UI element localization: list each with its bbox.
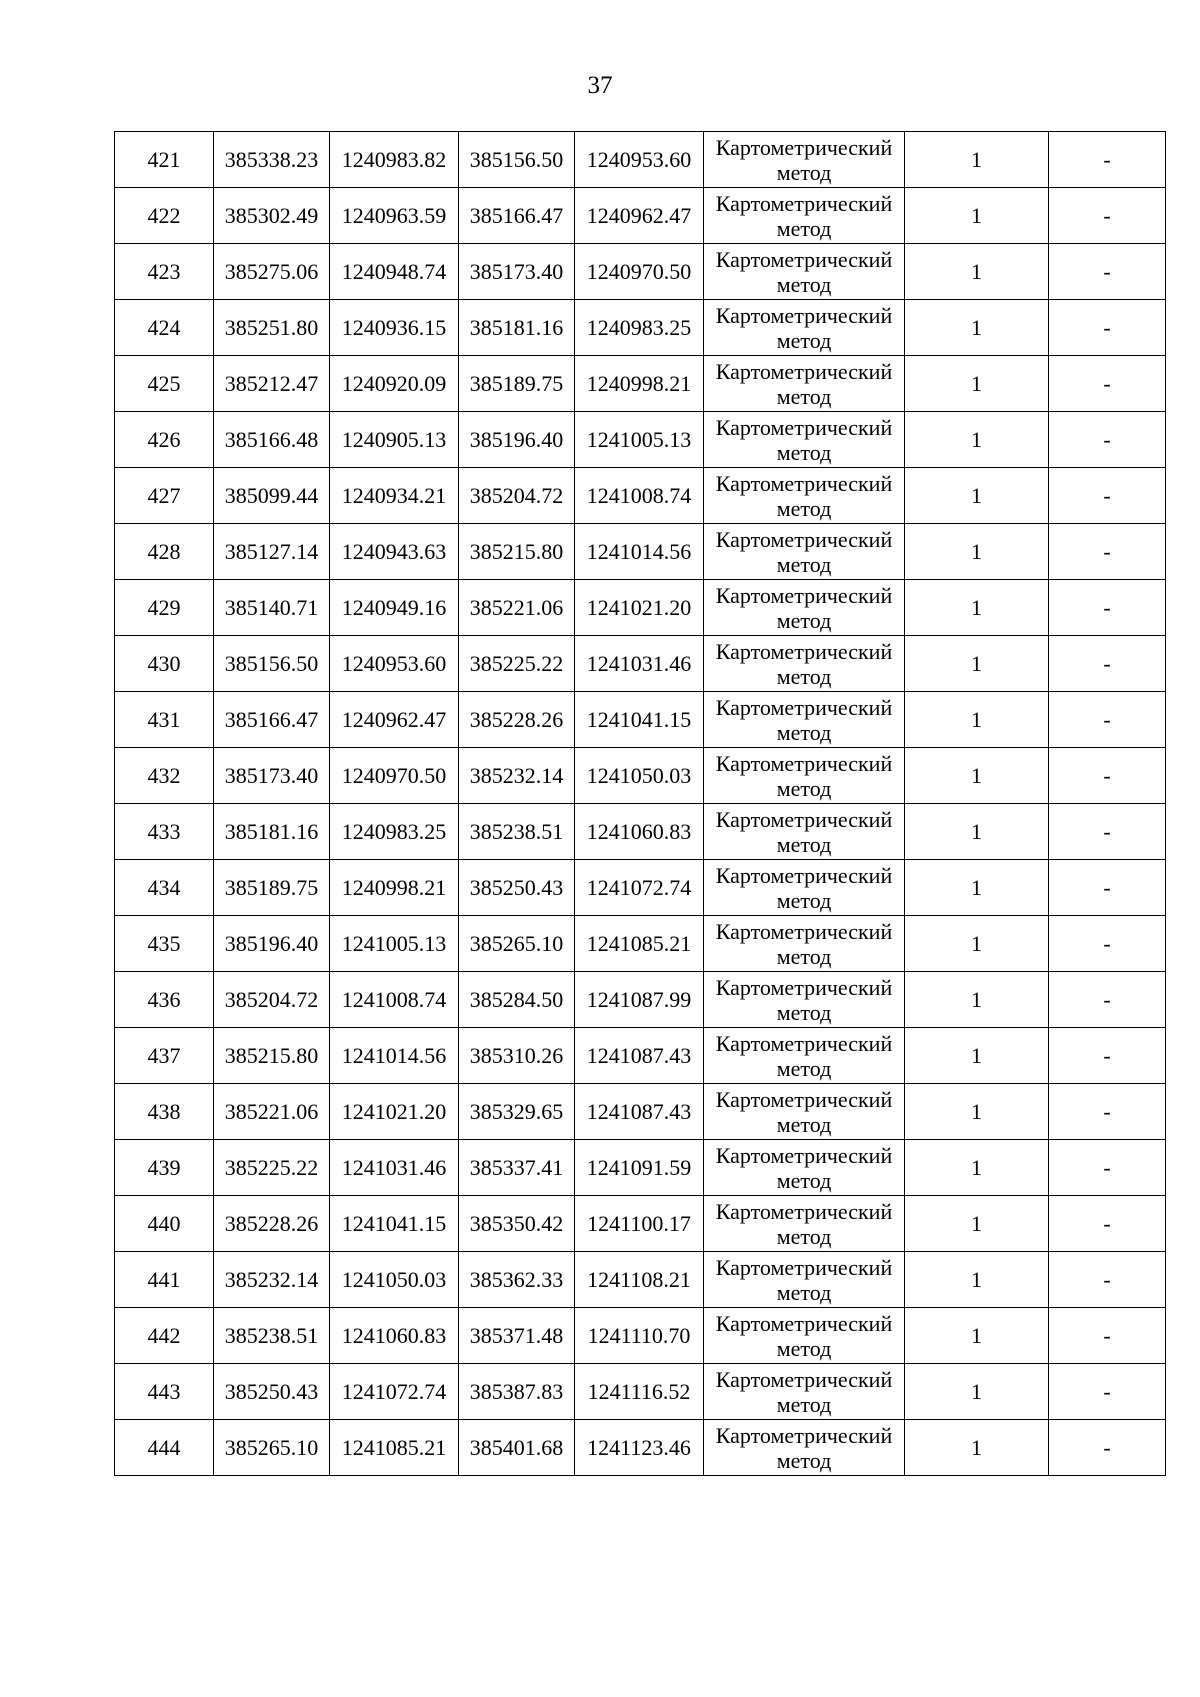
accuracy-cell: 1	[905, 1196, 1049, 1252]
note-cell: -	[1049, 244, 1166, 300]
y1-coordinate-cell: 1241005.13	[330, 916, 459, 972]
x2-coordinate-cell: 385362.33	[459, 1252, 575, 1308]
table-row	[115, 1308, 1166, 1364]
note-cell: -	[1049, 804, 1166, 860]
y1-coordinate-cell: 1240953.60	[330, 636, 459, 692]
accuracy-cell: 1	[905, 972, 1049, 1028]
table-row	[115, 1364, 1166, 1420]
note-cell: -	[1049, 1028, 1166, 1084]
point-number-cell: 422	[115, 188, 214, 244]
y2-coordinate-cell: 1241085.21	[575, 916, 704, 972]
point-number-cell: 439	[115, 1140, 214, 1196]
accuracy-cell: 1	[905, 356, 1049, 412]
y1-coordinate-cell: 1240943.63	[330, 524, 459, 580]
table-row	[115, 244, 1166, 300]
table-row	[115, 972, 1166, 1028]
x2-coordinate-cell: 385371.48	[459, 1308, 575, 1364]
y2-coordinate-cell: 1241110.70	[575, 1308, 704, 1364]
table-body	[115, 132, 1166, 1476]
method-line1: Картометрический	[715, 1198, 893, 1224]
point-number-cell: 427	[115, 468, 214, 524]
y2-coordinate-cell: 1241087.43	[575, 1084, 704, 1140]
accuracy-cell: 1	[905, 692, 1049, 748]
method-cell	[704, 1084, 905, 1140]
note-cell: -	[1049, 188, 1166, 244]
method-line1: Картометрический	[715, 638, 893, 664]
x2-coordinate-cell: 385221.06	[459, 580, 575, 636]
y1-coordinate-cell: 1240963.59	[330, 188, 459, 244]
table-row	[115, 356, 1166, 412]
point-number-cell: 423	[115, 244, 214, 300]
x1-coordinate-cell: 385166.47	[214, 692, 330, 748]
y2-coordinate-cell: 1241108.21	[575, 1252, 704, 1308]
table-row	[115, 580, 1166, 636]
x1-coordinate-cell: 385127.14	[214, 524, 330, 580]
method-line1: Картометрический	[715, 806, 893, 832]
method-line1: Картометрический	[715, 134, 893, 160]
y1-coordinate-cell: 1240983.82	[330, 132, 459, 188]
y2-coordinate-cell: 1240998.21	[575, 356, 704, 412]
method-line2: метод	[776, 663, 832, 689]
y2-coordinate-cell: 1240983.25	[575, 300, 704, 356]
x1-coordinate-cell: 385221.06	[214, 1084, 330, 1140]
y1-coordinate-cell: 1240949.16	[330, 580, 459, 636]
x2-coordinate-cell: 385284.50	[459, 972, 575, 1028]
y1-coordinate-cell: 1241050.03	[330, 1252, 459, 1308]
method-cell	[704, 244, 905, 300]
x2-coordinate-cell: 385204.72	[459, 468, 575, 524]
table-row	[115, 916, 1166, 972]
method-cell	[704, 1028, 905, 1084]
method-line1: Картометрический	[715, 414, 893, 440]
method-cell	[704, 1364, 905, 1420]
x1-coordinate-cell: 385225.22	[214, 1140, 330, 1196]
x2-coordinate-cell: 385196.40	[459, 412, 575, 468]
accuracy-cell: 1	[905, 188, 1049, 244]
y2-coordinate-cell: 1241087.43	[575, 1028, 704, 1084]
x2-coordinate-cell: 385387.83	[459, 1364, 575, 1420]
y2-coordinate-cell: 1240953.60	[575, 132, 704, 188]
x1-coordinate-cell: 385099.44	[214, 468, 330, 524]
method-cell	[704, 580, 905, 636]
method-line2: метод	[776, 327, 832, 353]
method-line2: метод	[776, 1055, 832, 1081]
x1-coordinate-cell: 385275.06	[214, 244, 330, 300]
y2-coordinate-cell: 1241014.56	[575, 524, 704, 580]
method-line2: метод	[776, 551, 832, 577]
x1-coordinate-cell: 385156.50	[214, 636, 330, 692]
method-line2: метод	[776, 719, 832, 745]
note-cell: -	[1049, 468, 1166, 524]
y2-coordinate-cell: 1241008.74	[575, 468, 704, 524]
y1-coordinate-cell: 1241072.74	[330, 1364, 459, 1420]
point-number-cell: 438	[115, 1084, 214, 1140]
x1-coordinate-cell: 385215.80	[214, 1028, 330, 1084]
note-cell: -	[1049, 1252, 1166, 1308]
accuracy-cell: 1	[905, 524, 1049, 580]
y1-coordinate-cell: 1240962.47	[330, 692, 459, 748]
note-cell: -	[1049, 1364, 1166, 1420]
method-cell	[704, 356, 905, 412]
point-number-cell: 443	[115, 1364, 214, 1420]
table-row	[115, 692, 1166, 748]
x1-coordinate-cell: 385228.26	[214, 1196, 330, 1252]
point-number-cell: 435	[115, 916, 214, 972]
method-cell	[704, 1420, 905, 1476]
table-row	[115, 748, 1166, 804]
y2-coordinate-cell: 1240970.50	[575, 244, 704, 300]
point-number-cell: 444	[115, 1420, 214, 1476]
y1-coordinate-cell: 1240905.13	[330, 412, 459, 468]
x2-coordinate-cell: 385228.26	[459, 692, 575, 748]
y1-coordinate-cell: 1240998.21	[330, 860, 459, 916]
y2-coordinate-cell: 1241072.74	[575, 860, 704, 916]
y2-coordinate-cell: 1241005.13	[575, 412, 704, 468]
table-row	[115, 1420, 1166, 1476]
method-line1: Картометрический	[715, 862, 893, 888]
method-line2: метод	[776, 1111, 832, 1137]
x2-coordinate-cell: 385181.16	[459, 300, 575, 356]
x2-coordinate-cell: 385337.41	[459, 1140, 575, 1196]
x2-coordinate-cell: 385189.75	[459, 356, 575, 412]
method-cell	[704, 524, 905, 580]
accuracy-cell: 1	[905, 580, 1049, 636]
y1-coordinate-cell: 1240948.74	[330, 244, 459, 300]
table-row	[115, 412, 1166, 468]
method-cell	[704, 972, 905, 1028]
method-line2: метод	[776, 1447, 832, 1473]
x1-coordinate-cell: 385204.72	[214, 972, 330, 1028]
x1-coordinate-cell: 385338.23	[214, 132, 330, 188]
method-line1: Картометрический	[715, 246, 893, 272]
x1-coordinate-cell: 385238.51	[214, 1308, 330, 1364]
note-cell: -	[1049, 132, 1166, 188]
x2-coordinate-cell: 385265.10	[459, 916, 575, 972]
point-number-cell: 436	[115, 972, 214, 1028]
method-line1: Картометрический	[715, 582, 893, 608]
point-number-cell: 428	[115, 524, 214, 580]
table-row	[115, 300, 1166, 356]
note-cell: -	[1049, 412, 1166, 468]
accuracy-cell: 1	[905, 1308, 1049, 1364]
y1-coordinate-cell: 1241085.21	[330, 1420, 459, 1476]
y2-coordinate-cell: 1241060.83	[575, 804, 704, 860]
method-line2: метод	[776, 439, 832, 465]
y1-coordinate-cell: 1240936.15	[330, 300, 459, 356]
point-number-cell: 442	[115, 1308, 214, 1364]
accuracy-cell: 1	[905, 1140, 1049, 1196]
point-number-cell: 431	[115, 692, 214, 748]
x1-coordinate-cell: 385140.71	[214, 580, 330, 636]
note-cell: -	[1049, 748, 1166, 804]
method-line2: метод	[776, 887, 832, 913]
method-line1: Картометрический	[715, 1030, 893, 1056]
y1-coordinate-cell: 1241031.46	[330, 1140, 459, 1196]
point-number-cell: 437	[115, 1028, 214, 1084]
table-row	[115, 188, 1166, 244]
y2-coordinate-cell: 1241050.03	[575, 748, 704, 804]
accuracy-cell: 1	[905, 748, 1049, 804]
table-row	[115, 468, 1166, 524]
method-cell	[704, 1140, 905, 1196]
method-line2: метод	[776, 271, 832, 297]
x2-coordinate-cell: 385238.51	[459, 804, 575, 860]
y1-coordinate-cell: 1240934.21	[330, 468, 459, 524]
note-cell: -	[1049, 860, 1166, 916]
method-line2: метод	[776, 943, 832, 969]
method-line2: метод	[776, 1335, 832, 1361]
point-number-cell: 441	[115, 1252, 214, 1308]
point-number-cell: 434	[115, 860, 214, 916]
method-line2: метод	[776, 1391, 832, 1417]
accuracy-cell: 1	[905, 636, 1049, 692]
note-cell: -	[1049, 1308, 1166, 1364]
method-line2: метод	[776, 831, 832, 857]
point-number-cell: 429	[115, 580, 214, 636]
method-line1: Картометрический	[715, 1142, 893, 1168]
method-cell	[704, 916, 905, 972]
table-row	[115, 1028, 1166, 1084]
y1-coordinate-cell: 1241060.83	[330, 1308, 459, 1364]
point-number-cell: 432	[115, 748, 214, 804]
x2-coordinate-cell: 385166.47	[459, 188, 575, 244]
accuracy-cell: 1	[905, 300, 1049, 356]
method-cell	[704, 804, 905, 860]
note-cell: -	[1049, 1140, 1166, 1196]
y2-coordinate-cell: 1241123.46	[575, 1420, 704, 1476]
method-line2: метод	[776, 159, 832, 185]
y1-coordinate-cell: 1240920.09	[330, 356, 459, 412]
x2-coordinate-cell: 385250.43	[459, 860, 575, 916]
x2-coordinate-cell: 385225.22	[459, 636, 575, 692]
y2-coordinate-cell: 1241041.15	[575, 692, 704, 748]
method-line1: Картометрический	[715, 470, 893, 496]
y1-coordinate-cell: 1241021.20	[330, 1084, 459, 1140]
table-row	[115, 1084, 1166, 1140]
accuracy-cell: 1	[905, 1364, 1049, 1420]
method-line2: метод	[776, 495, 832, 521]
accuracy-cell: 1	[905, 1252, 1049, 1308]
x1-coordinate-cell: 385181.16	[214, 804, 330, 860]
method-line2: метод	[776, 1223, 832, 1249]
table-row	[115, 804, 1166, 860]
method-line1: Картометрический	[715, 1366, 893, 1392]
method-cell	[704, 1308, 905, 1364]
method-cell	[704, 636, 905, 692]
table-row	[115, 1196, 1166, 1252]
method-line2: метод	[776, 1167, 832, 1193]
x1-coordinate-cell: 385250.43	[214, 1364, 330, 1420]
method-line1: Картометрический	[715, 526, 893, 552]
coordinates-table	[114, 131, 1166, 1476]
accuracy-cell: 1	[905, 1028, 1049, 1084]
method-cell	[704, 468, 905, 524]
method-cell	[704, 748, 905, 804]
x1-coordinate-cell: 385166.48	[214, 412, 330, 468]
table-row	[115, 132, 1166, 188]
method-line2: метод	[776, 775, 832, 801]
table-row	[115, 860, 1166, 916]
note-cell: -	[1049, 1196, 1166, 1252]
table-row	[115, 1140, 1166, 1196]
x2-coordinate-cell: 385173.40	[459, 244, 575, 300]
x1-coordinate-cell: 385173.40	[214, 748, 330, 804]
method-line2: метод	[776, 999, 832, 1025]
method-line1: Картометрический	[715, 918, 893, 944]
accuracy-cell: 1	[905, 244, 1049, 300]
x1-coordinate-cell: 385265.10	[214, 1420, 330, 1476]
accuracy-cell: 1	[905, 916, 1049, 972]
method-line1: Картометрический	[715, 190, 893, 216]
y2-coordinate-cell: 1241031.46	[575, 636, 704, 692]
note-cell: -	[1049, 972, 1166, 1028]
method-cell	[704, 132, 905, 188]
y1-coordinate-cell: 1240970.50	[330, 748, 459, 804]
note-cell: -	[1049, 300, 1166, 356]
y2-coordinate-cell: 1241100.17	[575, 1196, 704, 1252]
x1-coordinate-cell: 385302.49	[214, 188, 330, 244]
method-cell	[704, 300, 905, 356]
point-number-cell: 426	[115, 412, 214, 468]
y2-coordinate-cell: 1240962.47	[575, 188, 704, 244]
accuracy-cell: 1	[905, 468, 1049, 524]
method-line2: метод	[776, 383, 832, 409]
accuracy-cell: 1	[905, 1084, 1049, 1140]
method-line1: Картометрический	[715, 1422, 893, 1448]
method-line1: Картометрический	[715, 1086, 893, 1112]
y2-coordinate-cell: 1241087.99	[575, 972, 704, 1028]
x2-coordinate-cell: 385350.42	[459, 1196, 575, 1252]
method-line1: Картометрический	[715, 1310, 893, 1336]
y1-coordinate-cell: 1240983.25	[330, 804, 459, 860]
point-number-cell: 433	[115, 804, 214, 860]
point-number-cell: 430	[115, 636, 214, 692]
method-cell	[704, 860, 905, 916]
x1-coordinate-cell: 385251.80	[214, 300, 330, 356]
point-number-cell: 421	[115, 132, 214, 188]
note-cell: -	[1049, 692, 1166, 748]
method-line1: Картометрический	[715, 1254, 893, 1280]
table-row	[115, 1252, 1166, 1308]
accuracy-cell: 1	[905, 1420, 1049, 1476]
x2-coordinate-cell: 385310.26	[459, 1028, 575, 1084]
y2-coordinate-cell: 1241091.59	[575, 1140, 704, 1196]
note-cell: -	[1049, 636, 1166, 692]
method-line1: Картометрический	[715, 750, 893, 776]
note-cell: -	[1049, 524, 1166, 580]
method-line2: метод	[776, 215, 832, 241]
x2-coordinate-cell: 385329.65	[459, 1084, 575, 1140]
accuracy-cell: 1	[905, 132, 1049, 188]
method-line2: метод	[776, 1279, 832, 1305]
method-line1: Картометрический	[715, 694, 893, 720]
method-cell	[704, 1196, 905, 1252]
accuracy-cell: 1	[905, 804, 1049, 860]
method-line1: Картометрический	[715, 974, 893, 1000]
note-cell: -	[1049, 1420, 1166, 1476]
note-cell: -	[1049, 916, 1166, 972]
x1-coordinate-cell: 385189.75	[214, 860, 330, 916]
accuracy-cell: 1	[905, 412, 1049, 468]
y1-coordinate-cell: 1241041.15	[330, 1196, 459, 1252]
table-row	[115, 524, 1166, 580]
point-number-cell: 440	[115, 1196, 214, 1252]
x1-coordinate-cell: 385232.14	[214, 1252, 330, 1308]
method-cell	[704, 1252, 905, 1308]
method-line1: Картометрический	[715, 302, 893, 328]
point-number-cell: 425	[115, 356, 214, 412]
table-row	[115, 636, 1166, 692]
method-line2: метод	[776, 607, 832, 633]
x2-coordinate-cell: 385156.50	[459, 132, 575, 188]
point-number-cell: 424	[115, 300, 214, 356]
x2-coordinate-cell: 385401.68	[459, 1420, 575, 1476]
note-cell: -	[1049, 356, 1166, 412]
y1-coordinate-cell: 1241008.74	[330, 972, 459, 1028]
method-line1: Картометрический	[715, 358, 893, 384]
page-number: 37	[587, 72, 613, 99]
y2-coordinate-cell: 1241021.20	[575, 580, 704, 636]
x1-coordinate-cell: 385196.40	[214, 916, 330, 972]
x2-coordinate-cell: 385215.80	[459, 524, 575, 580]
note-cell: -	[1049, 580, 1166, 636]
note-cell: -	[1049, 1084, 1166, 1140]
x2-coordinate-cell: 385232.14	[459, 748, 575, 804]
accuracy-cell: 1	[905, 860, 1049, 916]
method-cell	[704, 412, 905, 468]
method-cell	[704, 188, 905, 244]
y2-coordinate-cell: 1241116.52	[575, 1364, 704, 1420]
x1-coordinate-cell: 385212.47	[214, 356, 330, 412]
y1-coordinate-cell: 1241014.56	[330, 1028, 459, 1084]
method-cell	[704, 692, 905, 748]
